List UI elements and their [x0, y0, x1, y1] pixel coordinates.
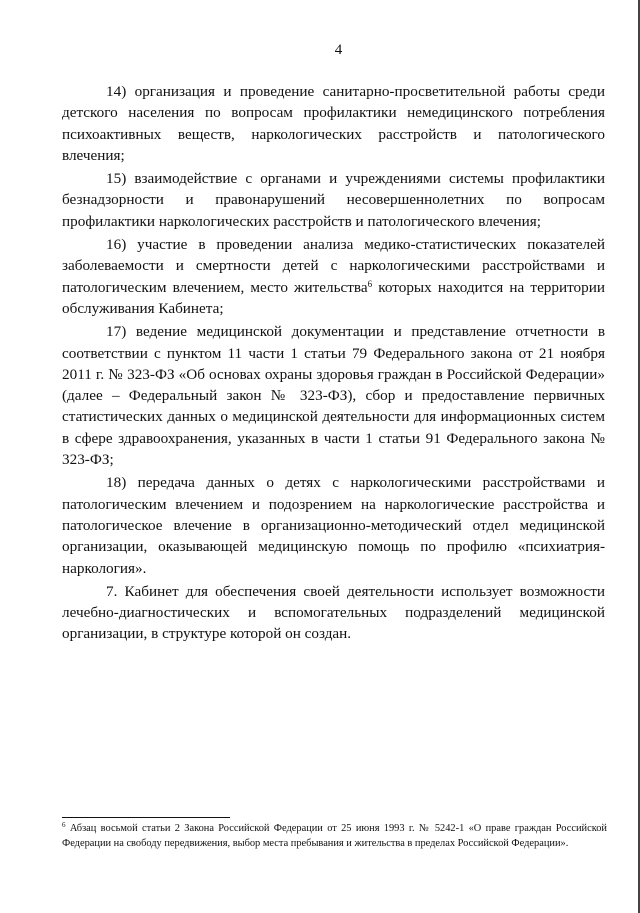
paragraph-item-17: 17) ведение медицинской документации и представление отчетности в соответствии с пунктом 11 части 1 статьи 79 Федерального закона от 21 ноября 2011 г. № 323-ФЗ «Об основах охраны здоровья граждан в Российской Федерации» (далее – Федеральный закон № 323-ФЗ), сбор и предоставление первичных статистических данных о медицинской деятельности для информационных систем в сфере здравоохранения, указанных в части 1 статьи 91 Федерального закона № 323-ФЗ;: [62, 323, 605, 469]
paragraph-item-16-text-end: которых находится на территории обслуживания Кабинета;: [62, 278, 605, 317]
footnote-marker: 6: [62, 821, 66, 829]
paragraph-clause-7: 7. Кабинет для обеспечения своей деятельности использует возможности лечебно-диагностических и вспомогательных подразделений медицинской организации, в структуре которой он создан.: [62, 582, 605, 643]
footnote-text: Абзац восьмой статьи 2 Закона Российской Федерации от 25 июня 1993 г. № 5242-1 «О праве граждан Российской Федерации на свободу передвижения, выбор места пребывания и жительства в пределах Российской Федерации».: [62, 823, 607, 849]
footnote: [62, 822, 607, 851]
paragraph-item-16-text: 16) участие в проведении анализа медико-статистических показателей заболеваемости и смертности детей с наркологическими расстройствами и патологическим влечением, место жительства: [62, 236, 605, 296]
paragraph-item-14: 14) организация и проведение санитарно-просветительной работы среди детского населения по вопросам профилактики немедицинского потребления психоактивных веществ, наркологических расстройств и патологического влечения;: [62, 83, 605, 164]
footnote-reference: 6: [367, 278, 373, 289]
paragraph-item-15: 15) взаимодействие с органами и учреждениями системы профилактики безнадзорности и правонарушений несовершеннолетних по вопросам профилактики наркологических расстройств и патологического влечения;: [62, 170, 605, 230]
footnote-divider: [62, 817, 230, 818]
page-number: 4: [334, 42, 343, 58]
document-body: [62, 81, 605, 645]
paragraph-item-16: [62, 234, 605, 319]
paragraph-item-18: 18) передача данных о детях с наркологическими расстройствами и патологическим влечением и подозрением на наркологические расстройства и патологическое влечение в организационно-методический отдел медицинской организации, оказывающей медицинскую помощь по профилю «психиатрия-наркология».: [62, 474, 605, 577]
